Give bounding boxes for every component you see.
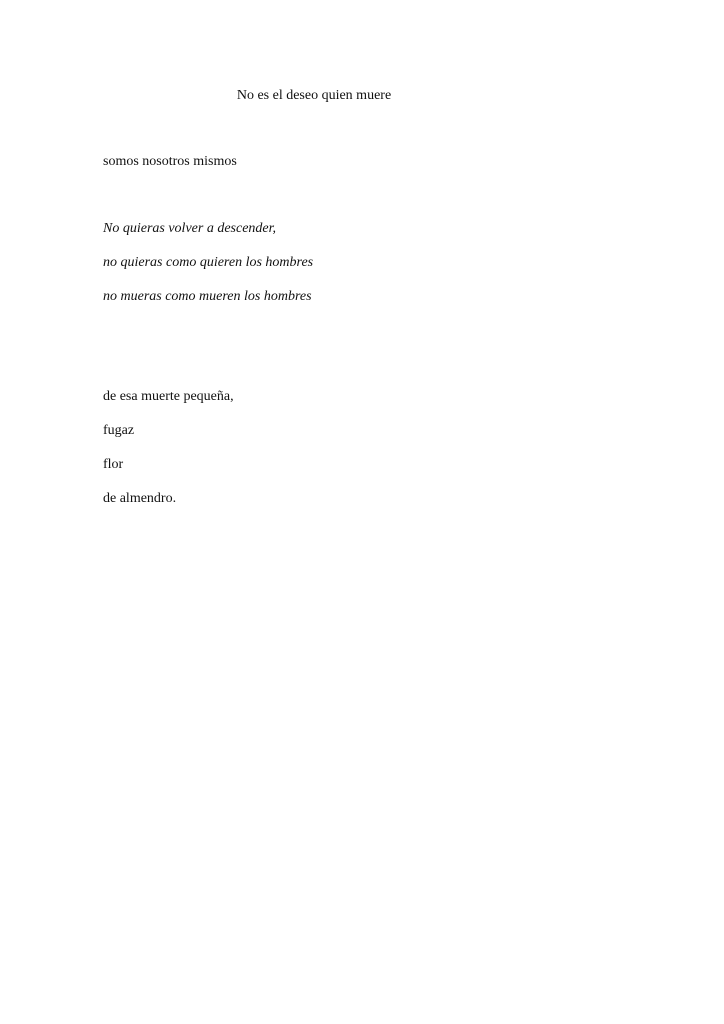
poem-line: flor	[103, 457, 124, 472]
poem-title: No es el deseo quien muere	[236, 88, 392, 103]
poem-line: de esa muerte pequeña,	[103, 389, 234, 404]
poem-line-italic: no mueras como mueren los hombres	[103, 289, 312, 304]
poem-line: fugaz	[103, 423, 135, 438]
poem-line-italic: No quieras volver a descender,	[103, 221, 277, 236]
poem-line: de almendro.	[103, 491, 177, 506]
poem-line: somos nosotros mismos	[103, 154, 237, 169]
poem-line-italic: no quieras como quieren los hombres	[103, 255, 314, 270]
